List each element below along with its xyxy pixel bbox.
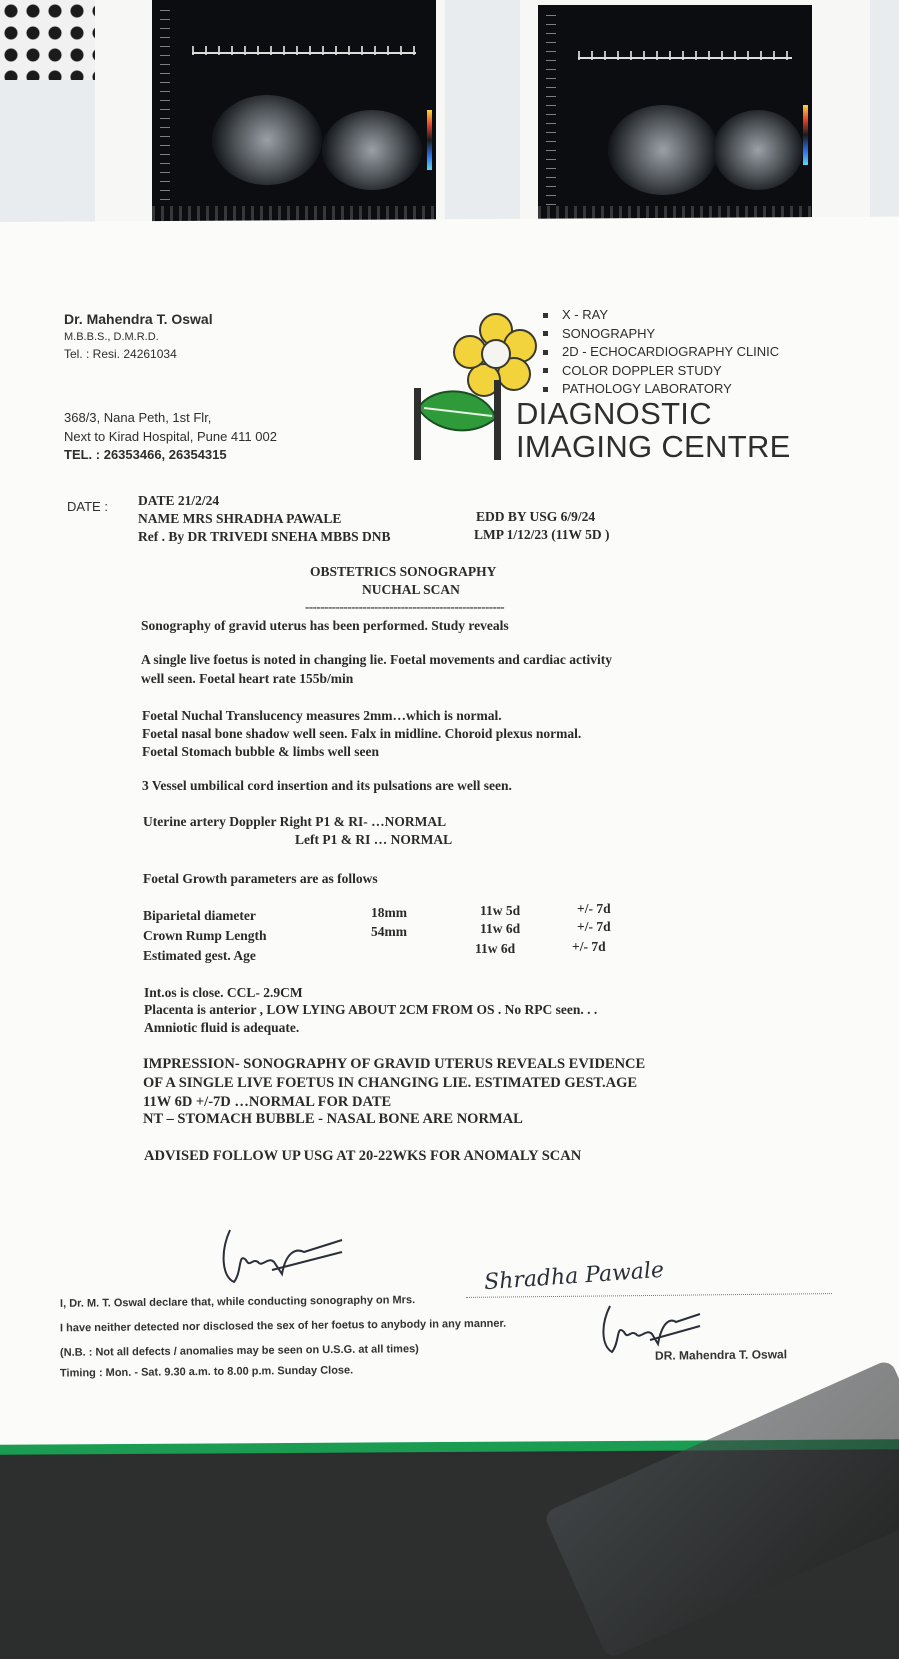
report-date: DATE 21/2/24 <box>138 493 220 508</box>
doctor-signature-upper <box>212 1222 352 1292</box>
cervix-note: Int.os is close. CCL- 2.9CM <box>144 985 303 1000</box>
amniotic-note: Amniotic fluid is adequate. <box>144 1020 300 1035</box>
lmp-date: LMP 1/12/23 (11W 5D ) <box>474 527 610 542</box>
leaf-icon <box>418 391 496 430</box>
findings-nasal-bone: Foetal nasal bone shadow well seen. Falx in midline. Choroid plexus normal. <box>142 726 582 741</box>
table-cell: 18mm <box>371 905 407 920</box>
table-cell: 11w 6d <box>480 921 521 936</box>
table-cell: +/- 7d <box>577 901 611 916</box>
service-item: 2D - ECHOCARDIOGRAPHY CLINIC <box>543 343 779 362</box>
services-list <box>543 306 779 399</box>
patient-name-handwritten: Shradha Pawale <box>483 1257 665 1296</box>
doppler-right: Uterine artery Doppler Right P1 & RI- …NORMAL <box>143 814 447 829</box>
growth-heading: Foetal Growth parameters are as follows <box>143 871 378 886</box>
advice: ADVISED FOLLOW UP USG AT 20-22WKS FOR ANOMALY SCAN <box>144 1148 582 1164</box>
address-line-2: Next to Kirad Hospital, Pune 411 002 <box>64 429 277 444</box>
declaration-line-1: I, Dr. M. T. Oswal declare that, while conducting sonography on Mrs. <box>59 1294 416 1310</box>
doctor-name: Dr. Mahendra T. Oswal <box>64 311 213 327</box>
declaration-line-2: I have neither detected nor disclosed the sex of her foetus to anybody in any manner. <box>59 1317 507 1335</box>
impression-line-1: IMPRESSION- SONOGRAPHY OF GRAVID UTERUS REVEALS EVIDENCE <box>143 1056 646 1072</box>
heading-separator: ---------------------------------------------------- <box>305 599 505 614</box>
table-cell: +/- 7d <box>572 939 606 954</box>
doppler-left: Left P1 & RI … NORMAL <box>295 832 453 847</box>
findings-foetus-line2: well seen. Foetal heart rate 155b/min <box>141 671 354 686</box>
findings-umbilical-cord: 3 Vessel umbilical cord insertion and its pulsations are well seen. <box>142 778 512 793</box>
service-item: COLOR DOPPLER STUDY <box>543 362 779 381</box>
address-line-1: 368/3, Nana Peth, 1st Flr, <box>64 410 212 425</box>
declaration-note: (N.B. : Not all defects / anomalies may be seen on U.S.G. at all times) <box>59 1343 419 1359</box>
clinic-telephone: TEL. : 26353466, 26354315 <box>64 447 227 462</box>
impression-line-2: OF A SINGLE LIVE FOETUS IN CHANGING LIE. ESTIMATED GEST.AGE <box>143 1075 638 1091</box>
referring-doctor: Ref . By DR TRIVEDI SNEHA MBBS DNB <box>138 529 391 544</box>
table-cell: 54mm <box>371 924 407 939</box>
patient-name: NAME MRS SHRADHA PAWALE <box>138 511 342 526</box>
dotted-tablecloth <box>0 0 95 80</box>
table-surface <box>0 1455 899 1599</box>
report-subheading: NUCHAL SCAN <box>362 582 460 597</box>
centre-name-line-2: IMAGING CENTRE <box>516 429 791 464</box>
service-item: SONOGRAPHY <box>543 325 779 344</box>
table-cell: Biparietal diameter <box>143 908 256 923</box>
findings-stomach: Foetal Stomach bubble & limbs well seen <box>142 744 380 759</box>
date-label: DATE : <box>67 499 108 514</box>
signatory-name: DR. Mahendra T. Oswal <box>654 1347 788 1363</box>
centre-name-line-1: DIAGNOSTIC <box>516 396 712 431</box>
table-cell: 11w 6d <box>475 941 516 956</box>
doctor-qualifications: M.B.B.S., D.M.R.D. <box>64 331 159 343</box>
service-item: X - RAY <box>543 306 779 325</box>
ultrasound-scan-right <box>538 5 812 228</box>
table-cell: 11w 5d <box>480 903 521 918</box>
service-item: PATHOLOGY LABORATORY <box>543 380 779 399</box>
doctor-residence-tel: Tel. : Resi. 24261034 <box>64 347 177 361</box>
findings-foetus-line1: A single live foetus is noted in changing lie. Foetal movements and cardiac activity <box>141 652 612 667</box>
table-cell: Estimated gest. Age <box>143 948 256 963</box>
findings-intro: Sonography of gravid uterus has been performed. Study reveals <box>141 618 509 633</box>
report-heading: OBSTETRICS SONOGRAPHY <box>310 564 497 579</box>
edd-by-usg: EDD BY USG 6/9/24 <box>476 509 596 524</box>
impression-line-3: 11W 6D +/-7D …NORMAL FOR DATE <box>143 1094 392 1110</box>
ultrasound-scan-left <box>152 0 436 228</box>
findings-nt: Foetal Nuchal Translucency measures 2mm…which is normal. <box>142 708 502 723</box>
table-cell: Crown Rump Length <box>143 928 267 943</box>
placenta-note: Placenta is anterior , LOW LYING ABOUT 2CM FROM OS . No RPC seen. . . <box>144 1002 598 1017</box>
clinic-timing: Timing : Mon. - Sat. 9.30 a.m. to 8.00 p.m. Sunday Close. <box>59 1364 354 1380</box>
table-cell: +/- 7d <box>577 919 611 934</box>
impression-line-4: NT – STOMACH BUBBLE - NASAL BONE ARE NORMAL <box>143 1111 523 1127</box>
